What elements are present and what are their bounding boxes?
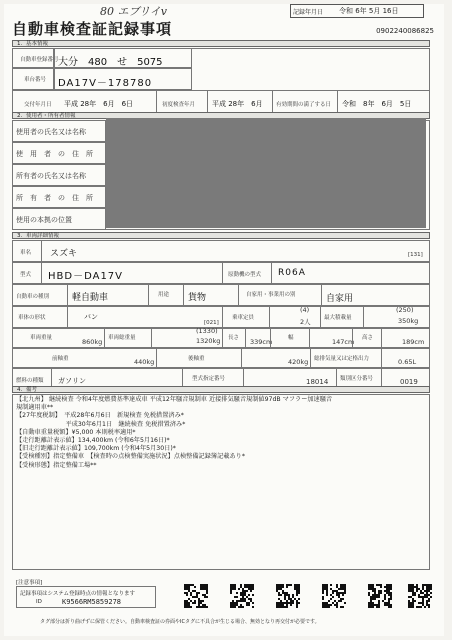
rear-axle: 420kg bbox=[288, 358, 309, 366]
id-value: K9566RM5859278 bbox=[62, 598, 122, 606]
record-date-label: 記録年月日 bbox=[293, 9, 324, 16]
max-load-label: 最大積載量 bbox=[324, 315, 352, 321]
length-label: 長さ bbox=[228, 335, 240, 341]
record-date-box bbox=[290, 4, 424, 18]
user-address-label: 使 用 者 の 住 所 bbox=[16, 150, 93, 158]
width: 147cm bbox=[332, 338, 355, 346]
first-reg-date: 平成 28年 6月 bbox=[212, 100, 263, 108]
weight-label: 車両重量 bbox=[30, 335, 53, 341]
engine: R06A bbox=[278, 268, 306, 278]
footer-warning: タグ部分は折り曲げずに保管ください。自動車検査証の券面やICタグに不具合が生じる場合、無効となり再交付が必要です。 bbox=[40, 619, 320, 625]
private-use: 自家用 bbox=[326, 294, 354, 304]
fuel: ガソリン bbox=[58, 377, 86, 385]
use-label: 用途 bbox=[158, 292, 170, 298]
weight: 860kg bbox=[82, 338, 103, 346]
plate-label: 自動車登録番号 bbox=[20, 57, 59, 63]
capacity: 2人 bbox=[300, 318, 311, 326]
remarks-line: 平成30年6月1日 継続検査 免税措置済み* bbox=[16, 420, 186, 428]
section-remarks: 4．備考 bbox=[12, 386, 430, 393]
front-axle-label: 前軸重 bbox=[52, 356, 69, 362]
gross-paren: (1330) bbox=[196, 327, 218, 335]
displacement: 0.65L bbox=[398, 358, 417, 366]
body-label: 車体の形状 bbox=[18, 315, 46, 321]
record-date: 令和 6年 5月 16日 bbox=[339, 7, 399, 15]
length: 339cm bbox=[250, 338, 273, 346]
capacity-label: 乗車定員 bbox=[232, 315, 255, 321]
remarks-line: 【受検種別】指定整備車 【検査時の点検整備実施状況】点検整備記録簿記載あり* bbox=[16, 453, 245, 461]
kind-label: 自動車の種別 bbox=[16, 294, 50, 300]
document-number: 0902240086825 bbox=[376, 27, 434, 35]
owner-address-label: 所 有 者 の 住 所 bbox=[16, 194, 93, 202]
remarks-line: 【受検形態】指定整備工場** bbox=[16, 461, 97, 469]
gross-weight: 1320kg bbox=[196, 337, 221, 345]
height-label: 高さ bbox=[362, 335, 374, 341]
first-reg-label: 初度検査年月 bbox=[162, 102, 196, 108]
maker-label: 車名 bbox=[20, 250, 32, 256]
owner-name-label: 所有者の氏名又は名称 bbox=[16, 172, 86, 180]
qr-code bbox=[368, 584, 392, 608]
chassis-number: DA17V－178780 bbox=[58, 78, 153, 89]
category-no-label: 類別区分番号 bbox=[340, 376, 374, 382]
remarks-text bbox=[16, 396, 332, 470]
max-load: 350kg bbox=[398, 317, 419, 325]
issue-label: 交付年月日 bbox=[24, 102, 52, 108]
engine-label: 原動機の型式 bbox=[228, 272, 262, 278]
remarks-line: 【旧走行距離計表示値】109,700km (令和4年5月30日)* bbox=[16, 445, 176, 453]
remarks-line: 規制適用車** bbox=[16, 404, 54, 412]
body-shape: バン bbox=[84, 313, 98, 321]
expiry-label: 有効期間の満了する日 bbox=[276, 102, 332, 108]
qr-code bbox=[184, 584, 208, 608]
section-vehicle: 3．車両詳細情報 bbox=[12, 232, 430, 239]
body-code: [021] bbox=[204, 320, 219, 326]
type-no: 18014 bbox=[306, 378, 329, 386]
qr-code bbox=[276, 584, 300, 608]
width-label: 幅 bbox=[288, 335, 294, 341]
issue-date: 平成 28年 6月 6日 bbox=[64, 100, 134, 108]
remarks-line: 【北九州】 継続検査 令和4年度燃費基準達成車 平成12年騒音規制車 近接排気騒音規制値97dB マフラー加速騒音 bbox=[16, 396, 333, 403]
kind: 軽自動車 bbox=[72, 293, 109, 303]
remarks-line: 【27年度税制】 平成28年6月6日 新規検査 免税措置済み* bbox=[16, 412, 184, 420]
redacted-block bbox=[106, 118, 426, 228]
section-user-owner: 2．使用者・所有者情報 bbox=[12, 112, 430, 119]
type-no-label: 型式指定番号 bbox=[192, 376, 226, 382]
base-location-label: 使用の本拠の位置 bbox=[16, 216, 72, 224]
maker: スズキ bbox=[50, 249, 78, 259]
fuel-label: 燃料の種類 bbox=[16, 378, 44, 384]
maker-code: [131] bbox=[408, 252, 423, 258]
chassis-label: 車台番号 bbox=[24, 77, 47, 83]
height: 189cm bbox=[402, 338, 425, 346]
notice-label: [注意事項] bbox=[16, 580, 43, 586]
model: HBD－DA17V bbox=[48, 271, 124, 282]
notice-text: 記録事項はシステム登録時点の情報となります bbox=[20, 591, 135, 597]
qr-code bbox=[230, 584, 254, 608]
remarks-line: 【自動車重量税額】¥5,000 本則税率適用* bbox=[16, 428, 136, 436]
remarks-line: 【走行距離計表示値】134,400km (令和6年5月16日)* bbox=[16, 437, 170, 445]
plate-number: 大分 480 せ 5075 bbox=[58, 57, 163, 68]
displacement-label: 総排気量又は定格出力 bbox=[314, 356, 370, 362]
category-no: 0019 bbox=[400, 378, 418, 386]
capacity-paren: (4) bbox=[300, 306, 310, 314]
section-basic: 1．基本情報 bbox=[12, 40, 430, 47]
id-label: ID bbox=[36, 599, 42, 605]
rear-axle-label: 後軸重 bbox=[188, 356, 205, 362]
front-axle: 440kg bbox=[134, 358, 155, 366]
document-title: 自動車検査証記録事項 bbox=[12, 20, 173, 38]
handwritten-note: 80 エブリイv bbox=[100, 5, 167, 18]
use: 貨物 bbox=[188, 293, 207, 303]
qr-code bbox=[322, 584, 346, 608]
gross-label: 車両総重量 bbox=[108, 335, 136, 341]
user-name-label: 使用者の氏名又は名称 bbox=[16, 128, 86, 136]
model-label: 型式 bbox=[20, 272, 32, 278]
body-row bbox=[12, 306, 430, 328]
expiry-date: 令和 8年 6月 5日 bbox=[342, 100, 412, 108]
qr-code bbox=[408, 584, 432, 608]
max-load-paren: (250) bbox=[396, 306, 414, 314]
private-label: 自家用・事業用の別 bbox=[246, 292, 296, 298]
